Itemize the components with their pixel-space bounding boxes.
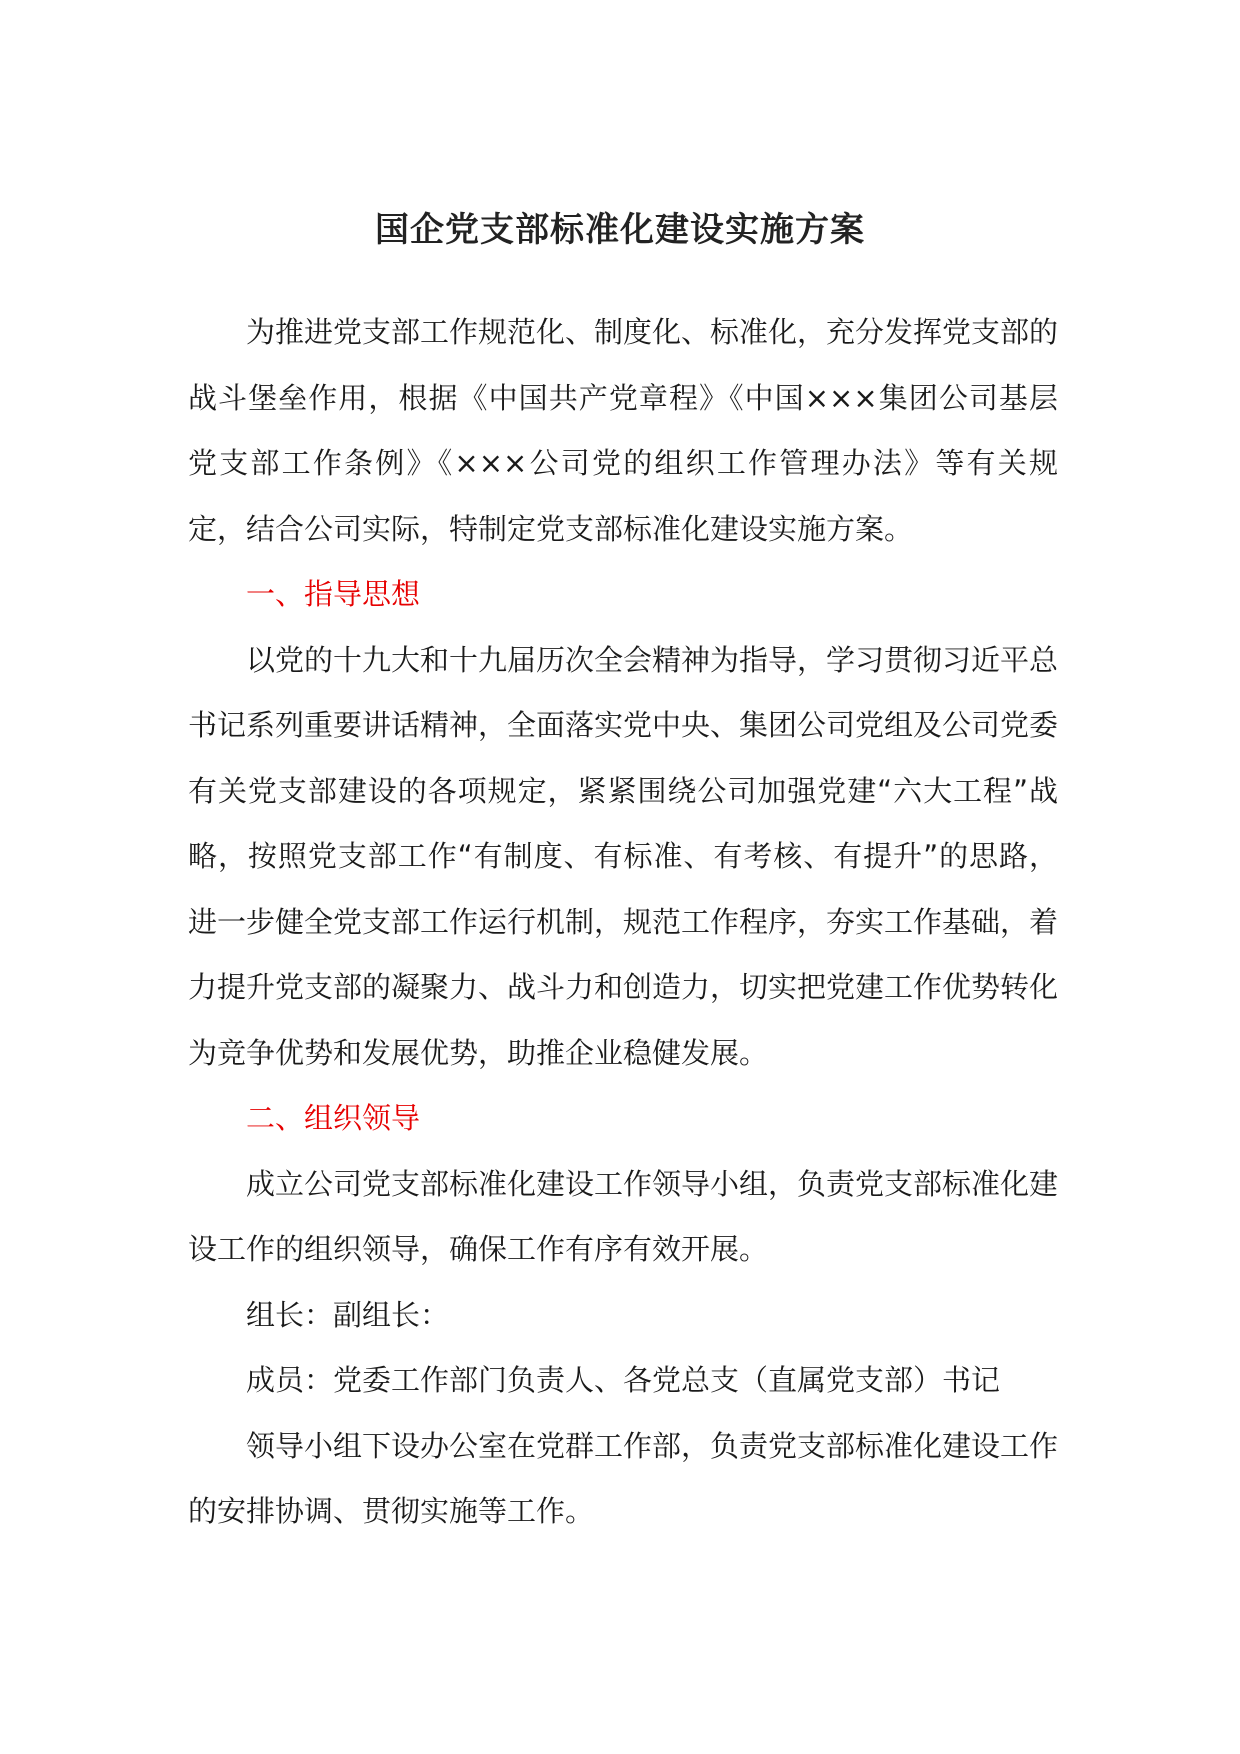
office-paragraph: 领导小组下设办公室在党群工作部，负责党支部标准化建设工作的安排协调、贯彻实施等工作。 bbox=[188, 1428, 1059, 1528]
organization-leadership-paragraph: 成立公司党支部标准化建设工作领导小组，负责党支部标准化建设工作的组织领导，确保工作有序有效开展。 bbox=[188, 1166, 1059, 1266]
section-heading-organization-leadership: 二、组织领导 bbox=[246, 1101, 421, 1135]
members-line: 成员：党委工作部门负责人、各党总支（直属党支部）书记 bbox=[246, 1363, 1001, 1397]
leaders-line: 组长：副组长： bbox=[246, 1297, 450, 1332]
section-heading-guiding-ideology: 一、指导思想 bbox=[246, 577, 421, 611]
intro-paragraph: 为推进党支部工作规范化、制度化、标准化，充分发挥党支部的战斗堡垒作用，根据《中国共产党章程》《中国×××集团公司基层党支部工作条例》《×××公司党的组织工作管理办法》等有关规定，结合公司实际，特制定党支部标准化建设实施方案。 bbox=[188, 315, 1059, 546]
document-title: 国企党支部标准化建设实施方案 bbox=[375, 210, 865, 250]
document-body bbox=[188, 300, 1058, 1545]
guiding-ideology-paragraph: 以党的十九大和十九届历次全会精神为指导，学习贯彻习近平总书记系列重要讲话精神，全面落实党中央、集团公司党组及公司党委有关党支部建设的各项规定，紧紧围绕公司加强党建“六大工程”战略，按照党支部工作“有制度、有标准、有考核、有提升”的思路，进一步健全党支部工作运行机制，规范工作程序，夯实工作基础，着力提升党支部的凝聚力、战斗力和创造力，切实把党建工作优势转化为竞争优势和发展优势，助推企业稳健发展。 bbox=[188, 642, 1059, 1070]
